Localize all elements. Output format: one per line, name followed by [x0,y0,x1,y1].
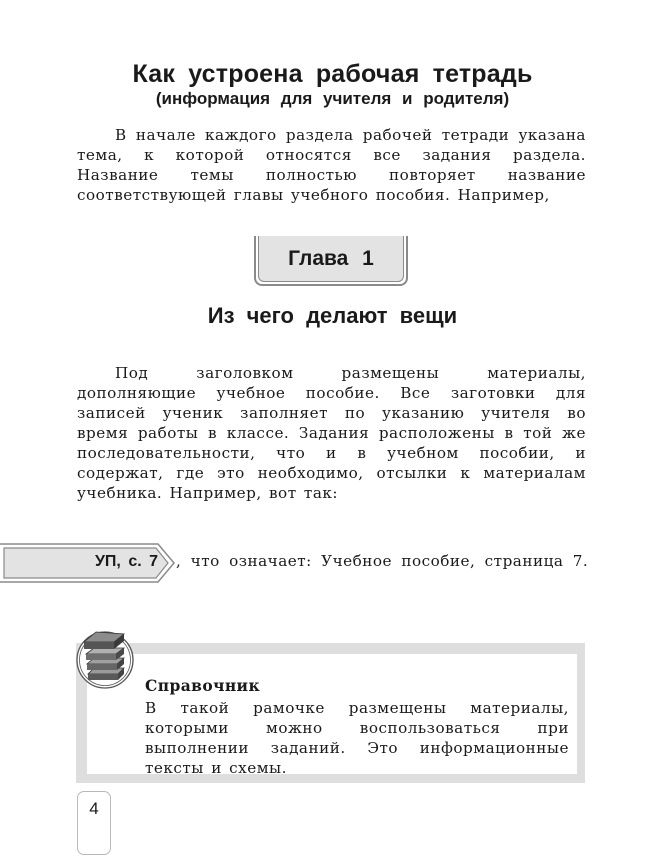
materials-paragraph-text: Под заголовком размещены материалы, дополняющие учебное пособие. Все заготовки для записей ученик заполняет по указанию учителя во время работы в классе. Задания расположены в той же последовательности, что и в учебном пособии, и содержат, где это необходимо, отсылки к материалам учебника. Например, вот так: [77,364,586,502]
page-number-box [77,791,111,855]
reference-info-box [76,643,585,783]
chapter-label-box [254,236,408,286]
page-subtitle: (информация для учителя и родителя) [155,89,510,108]
intro-paragraph [77,125,586,205]
textbook-reference-tag [0,543,175,583]
info-box-title: Справочник [145,676,261,695]
info-box-body: В такой рамочке размещены материалы, которыми можно воспользоваться при выполнении заданий. Это информационные тексты и схемы. [145,699,569,777]
books-stack-icon [74,627,136,689]
materials-paragraph [77,363,586,503]
intro-paragraph-text: В начале каждого раздела рабочей тетради указана тема, к которой относятся все задания раздела. Название темы полностью повторяет название соответствующей главы учебного пособия. Например, [77,126,586,204]
page-title: Как устроена рабочая тетрадь [132,60,533,88]
chapter-label: Глава 1 [258,236,404,282]
chapter-title: Из чего делают вещи [207,303,458,328]
reference-tag-label: УП, с. 7 [94,553,158,570]
page-number: 4 [89,799,99,818]
reference-explanation: , что означает: Учебное пособие, страница 7. [176,552,589,570]
